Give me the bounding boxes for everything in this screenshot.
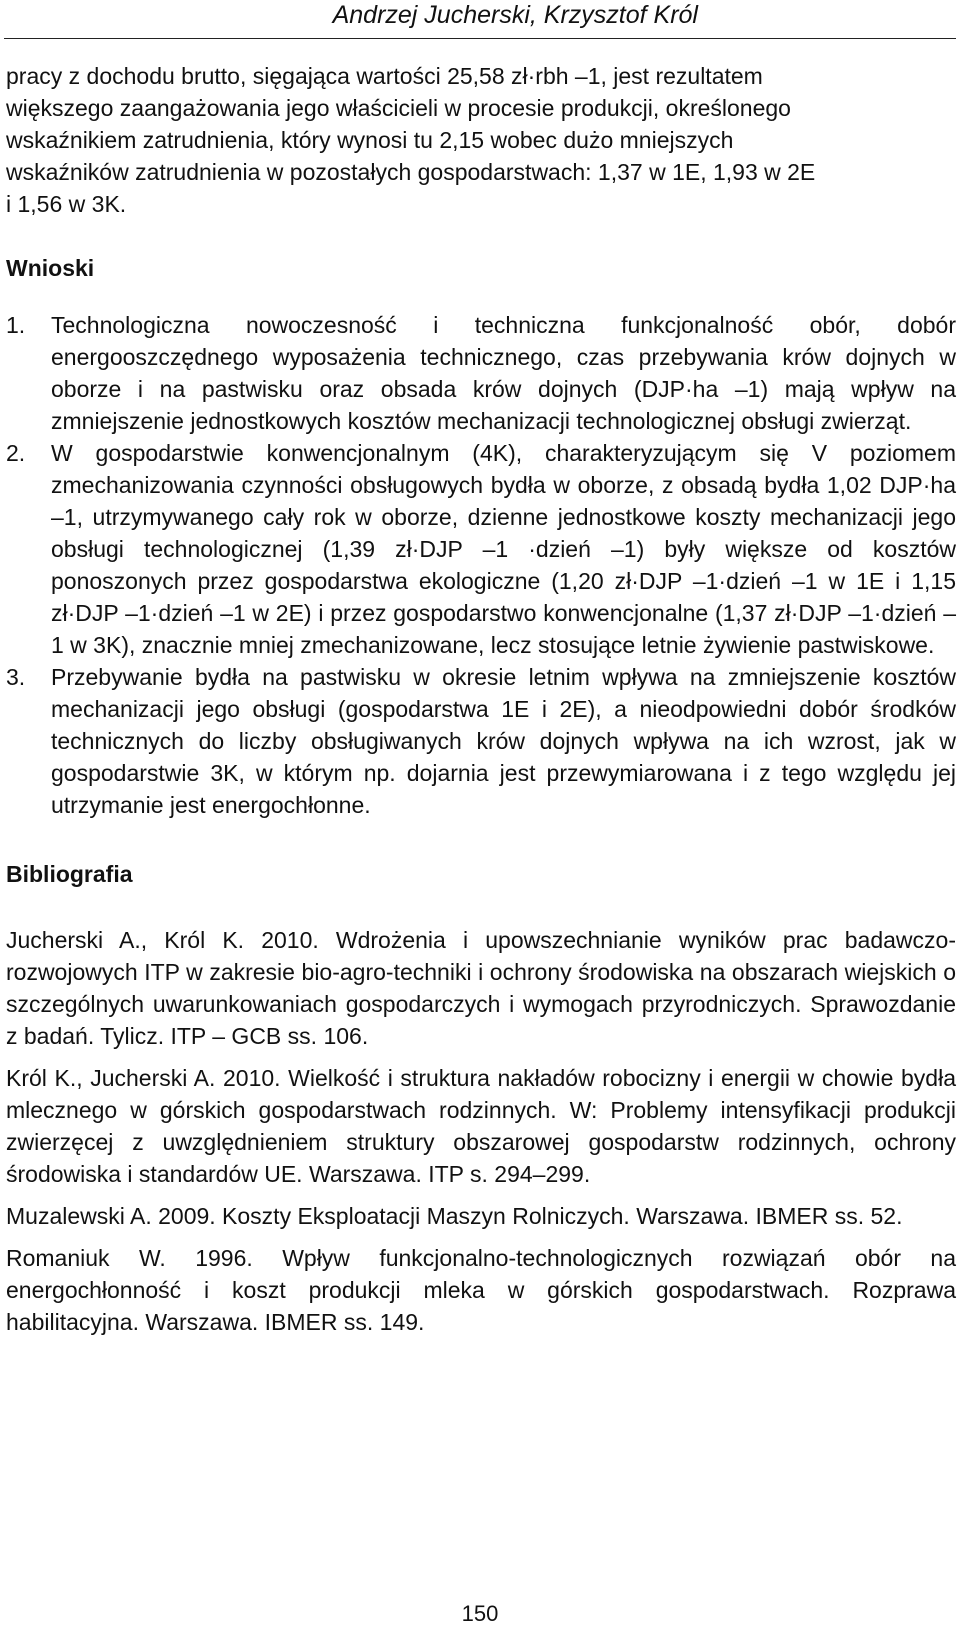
conclusion-item [6, 437, 956, 661]
intro-line: wskaźnikiem zatrudnienia, który wynosi tu 2,15 wobec dużo mniejszych [6, 127, 734, 153]
intro-line: wskaźników zatrudnienia w pozostałych gospodarstwach: 1,37 w 1E, 1,93 w 2E [6, 159, 816, 185]
intro-paragraph [6, 60, 956, 220]
conclusion-number: 3. [6, 664, 26, 690]
conclusions-heading: Wnioski [6, 255, 95, 281]
intro-line: większego zaangażowania jego właścicieli w procesie produkcji, określonego [6, 95, 791, 121]
conclusion-item [6, 661, 956, 821]
intro-line: pracy z dochodu brutto, sięgająca wartości 25,58 zł·rbh –1, jest rezultatem [6, 63, 763, 89]
conclusion-text: W gospodarstwie konwencjonalnym (4K), charakteryzującym się V poziomem zmechanizowania czynności obsługowych bydła w oborze, z obsadą bydła 1,02 DJP·ha –1, utrzymywanego cały rok w oborze, dzienne jednostkowe koszty mechanizacji jego obsługi technologicznej (1,39 zł·DJP –1 ·dzień –1) były większe od kosztów ponoszonych przez gospodarstwa ekologiczne (1,20 zł·DJP –1·dzień –1 w 1E i 1,15 zł·DJP –1·dzień –1 w 2E) i przez gospodarstwo konwencjonalne (1,37 zł·DJP –1·dzień –1 w 3K), znacznie mniej zmechanizowane, lecz stosujące letnie żywienie pastwiskowe. [51, 440, 956, 658]
header-rule [4, 38, 956, 39]
bibliography-entry: Król K., Jucherski A. 2010. Wielkość i struktura nakładów robocizny i energii w chowie bydła mlecznego w górskich gospodarstwach rodzinnych. W: Problemy intensyfikacji produkcji zwierzęcej z uwzględnieniem struktury obszarowej gospodarstw rodzinnych, ochrony środowiska i standardów UE. Warszawa. ITP s. 294–299. [6, 1065, 956, 1187]
bibliography-entry: Jucherski A., Król K. 2010. Wdrożenia i upowszechnianie wyników prac badawczo-rozwojowych ITP w zakresie bio-agro-techniki i ochrony środowiska na obszarach wiejskich o szczególnych uwarunkowaniach gospodarczych i wymogach przyrodniczych. Sprawozdanie z badań. Tylicz. ITP – GCB ss. 106. [6, 927, 956, 1049]
conclusion-number: 1. [6, 312, 26, 338]
page-content [6, 60, 956, 1348]
intro-line: i 1,56 w 3K. [6, 191, 127, 217]
page-number: 150 [461, 1601, 499, 1626]
bibliography-entry: Romaniuk W. 1996. Wpływ funkcjonalno-technologicznych rozwiązań obór na energochłonność i koszt produkcji mleka w górskich gospodarstwach. Rozprawa habilitacyjna. Warszawa. IBMER ss. 149. [6, 1245, 956, 1335]
bibliography-heading: Bibliografia [6, 861, 133, 887]
bibliography-entry: Muzalewski A. 2009. Koszty Eksploatacji Maszyn Rolniczych. Warszawa. IBMER ss. 52. [6, 1203, 903, 1229]
conclusion-text: Przebywanie bydła na pastwisku w okresie letnim wpływa na zmniejszenie kosztów mechanizacji jego obsługi (gospodarstwa 1E i 2E), a nieodpowiedni dobór środków technicznych do liczby obsługiwanych krów dojnych wpływa na ich wzrost, jak w gospodarstwie 3K, w którym np. dojarnia jest przewymiarowana i z tego względu jej utrzymanie jest energochłonne. [51, 664, 956, 818]
conclusion-number: 2. [6, 440, 26, 466]
conclusion-text: Technologiczna nowoczesność i techniczna funkcjonalność obór, dobór energooszczędnego wyposażenia technicznego, czas przebywania krów dojnych w oborze i na pastwisku oraz obsada krów dojnych (DJP·ha –1) mają wpływ na zmniejszenie jednostkowych kosztów mechanizacji technologicznej obsługi zwierząt. [51, 312, 956, 434]
conclusion-item [6, 309, 956, 437]
running-header: Andrzej Jucherski, Krzysztof Król [332, 1, 698, 29]
